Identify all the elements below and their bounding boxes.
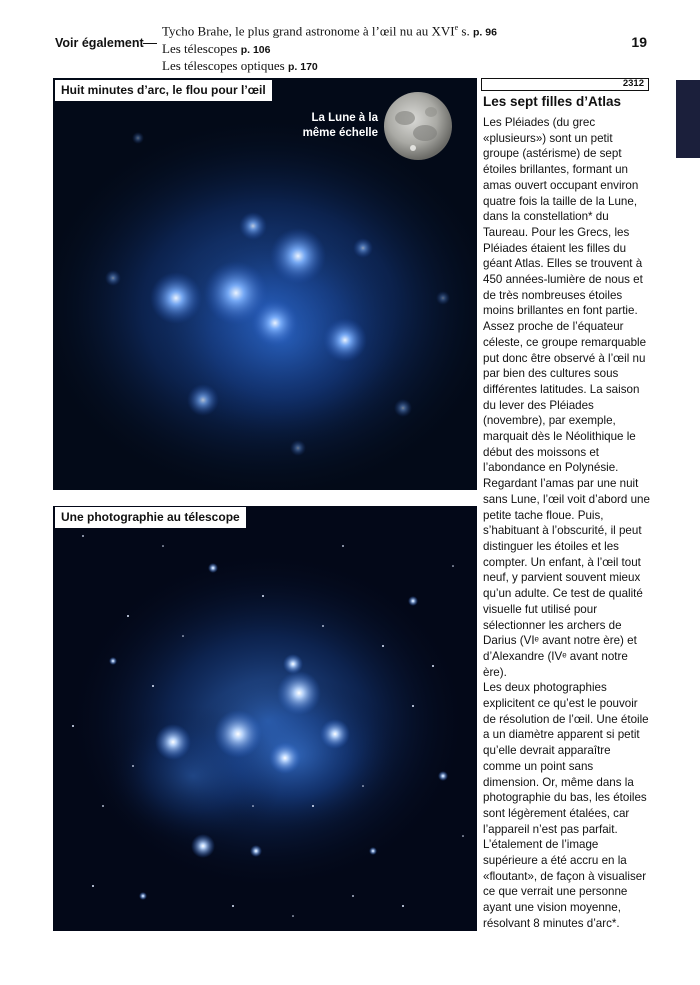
article-code-box: [481, 78, 649, 91]
page-ref: p. 96: [472, 26, 497, 39]
page-number: 19: [631, 34, 647, 50]
see-also-references: [162, 20, 497, 76]
see-also-dash: [143, 43, 157, 44]
see-also-label: Voir également: [55, 36, 144, 50]
top-photo-caption: Huit minutes d’arc, le flou pour l’œil: [55, 80, 272, 101]
article-code: 2312: [622, 78, 644, 89]
section-tab: [676, 80, 700, 158]
bottom-photo-caption: Une photographie au télescope: [55, 507, 246, 528]
moon-scale-label: La Lune à la même échelle: [302, 112, 378, 139]
article-paragraph: Les Pléiades (du grec «plusieurs») sont un petit groupe (astérisme) de sept étoiles brillantes, formant un amas ouvert occupant environ quatre fois la taille de la Lune, dans la constellation* du Taureau. Pour les Grecs, les Pléiades étaient les filles du géant Atlas. Elles se trouvent à 450 années-lumière de nous et de très nombreuses étoiles moins brillantes en font partie. Assez proche de l’équateur céleste, ce groupe remarquable put donc être observé à l’œil nu par bien des cultures sous différentes latitudes. La saison du lever des Pléiades (novembre), par exemple, marquait dès le Néolithique le début des moissons et l’abondance en Polynésie. Regardant l’amas par une nuit sans Lune, l’œil voit d’abord une petite tache floue. Puis, s’habituant à l’obscurité, il peut distinguer les étoiles et les compter. Un enfant, à l’œil tout neuf, y parvient souvent mieux qu’un adulte. Ce test de qualité visuelle fut utilisé pour sélectionner les archers de Darius (VIᵉ avant notre ère) et d’Alexandre (IVᵉ avant notre ère).: [483, 116, 650, 679]
article-body: [483, 115, 650, 932]
reference-telescopes[interactable]: Les télescopes p. 106: [162, 40, 271, 56]
moon-image: [384, 92, 452, 160]
article-paragraph: Les deux photographies explicitent ce qu’est le pouvoir de résolution de l’œil. Une étoile a un diamètre apparent si petit qu’elle devrait apparaître comme un point sans dimension. Or, même dans la photographie du bas, les étoiles sont légèrement étalées, car l’appareil n’est pas parfait. L’étalement de l’image supérieure a été accru en la «floutant», de façon à visualiser ce que verrait une personne ayant une vision moyenne, résolvant 8 minutes d’arc*.: [483, 681, 649, 930]
pleiades-blurred-photo: [53, 78, 477, 490]
reference-tycho-brahe[interactable]: Tycho Brahe, le plus grand astronome à l’œil nu au XVIe s. p. 96: [162, 23, 497, 39]
pleiades-telescope-photo: [53, 506, 477, 931]
article-title: Les sept filles d’Atlas: [483, 94, 622, 109]
reference-optical-telescopes[interactable]: Les télescopes optiques p. 170: [162, 58, 318, 74]
page-ref: p. 106: [240, 43, 271, 56]
page-ref: p. 170: [288, 61, 318, 74]
